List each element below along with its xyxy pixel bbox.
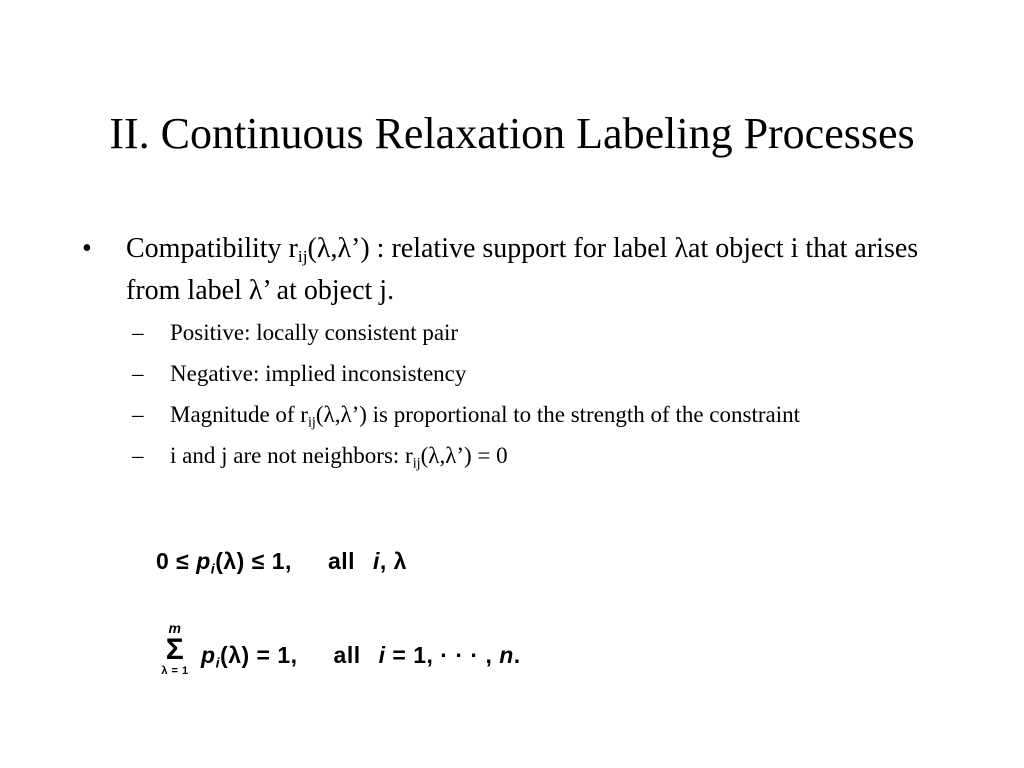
sub-bullet-post: (λ,λ’) is proportional to the strength of the constraint bbox=[315, 402, 801, 427]
sub-bullet-post: (λ,λ’) = 0 bbox=[420, 443, 508, 468]
sub-bullet-list bbox=[132, 316, 862, 480]
main-bullet-part1: Compatibility r bbox=[126, 233, 298, 264]
formula-p: p bbox=[201, 642, 216, 668]
formula-p-subscript: i bbox=[210, 561, 216, 578]
sub-bullet-pre: Magnitude of r bbox=[170, 402, 308, 427]
sigma-glyph: Σ bbox=[165, 633, 185, 666]
formula-var-i: i bbox=[373, 548, 380, 574]
formula-mid: (λ) ≤ 1, bbox=[215, 548, 292, 574]
formula-body bbox=[201, 642, 521, 672]
sub-bullet-text bbox=[170, 398, 862, 431]
sub-bullet-pre: i and j are not neighbors: r bbox=[170, 443, 413, 468]
formula-p: p bbox=[196, 548, 211, 574]
slide-title: II. Continuous Relaxation Labeling Processes bbox=[109, 109, 915, 158]
bullet-marker: • bbox=[82, 233, 92, 264]
formula-all: all bbox=[333, 642, 361, 668]
sub-bullet-text: Negative: implied inconsistency bbox=[170, 361, 467, 386]
main-bullet-part2: (λ,λ’) : relative support for label λat object i that arises from label λ’ at object j. bbox=[126, 233, 919, 306]
formula-var-mid: = 1, · · · , bbox=[385, 642, 500, 668]
formula-mid: (λ) = 1, bbox=[220, 642, 298, 668]
formula-probability-bounds bbox=[156, 548, 407, 578]
dash-marker: – bbox=[132, 443, 144, 468]
formula-var-n: n bbox=[499, 642, 514, 668]
sum-lower-limit: λ = 1 bbox=[161, 665, 189, 677]
dash-marker: – bbox=[132, 361, 144, 386]
formula-left: 0 ≤ bbox=[156, 548, 197, 574]
main-bullet-text bbox=[126, 228, 972, 312]
formula-all: all bbox=[327, 548, 356, 574]
sub-bullet-positive bbox=[132, 316, 862, 349]
main-bullet-subscript: ij bbox=[297, 247, 308, 267]
sub-bullet-text bbox=[170, 439, 862, 472]
dash-marker: – bbox=[132, 402, 144, 427]
formula-var-i: i bbox=[378, 642, 386, 668]
sub-bullet-negative bbox=[132, 357, 862, 390]
sub-bullet-neighbors bbox=[132, 439, 862, 472]
sub-bullet-subscript: ij bbox=[307, 414, 316, 431]
formula-p-subscript: i bbox=[215, 655, 221, 672]
sub-bullet-subscript: ij bbox=[412, 455, 421, 472]
sub-bullet-text: Positive: locally consistent pair bbox=[170, 320, 459, 345]
summation-symbol bbox=[155, 620, 195, 678]
main-bullet bbox=[82, 228, 972, 312]
dash-marker: – bbox=[132, 320, 144, 345]
sub-bullet-magnitude bbox=[132, 398, 862, 431]
formula-var-rest: , λ bbox=[379, 548, 407, 574]
sum-upper-limit: m bbox=[168, 620, 182, 636]
formula-var-end: . bbox=[513, 642, 521, 668]
